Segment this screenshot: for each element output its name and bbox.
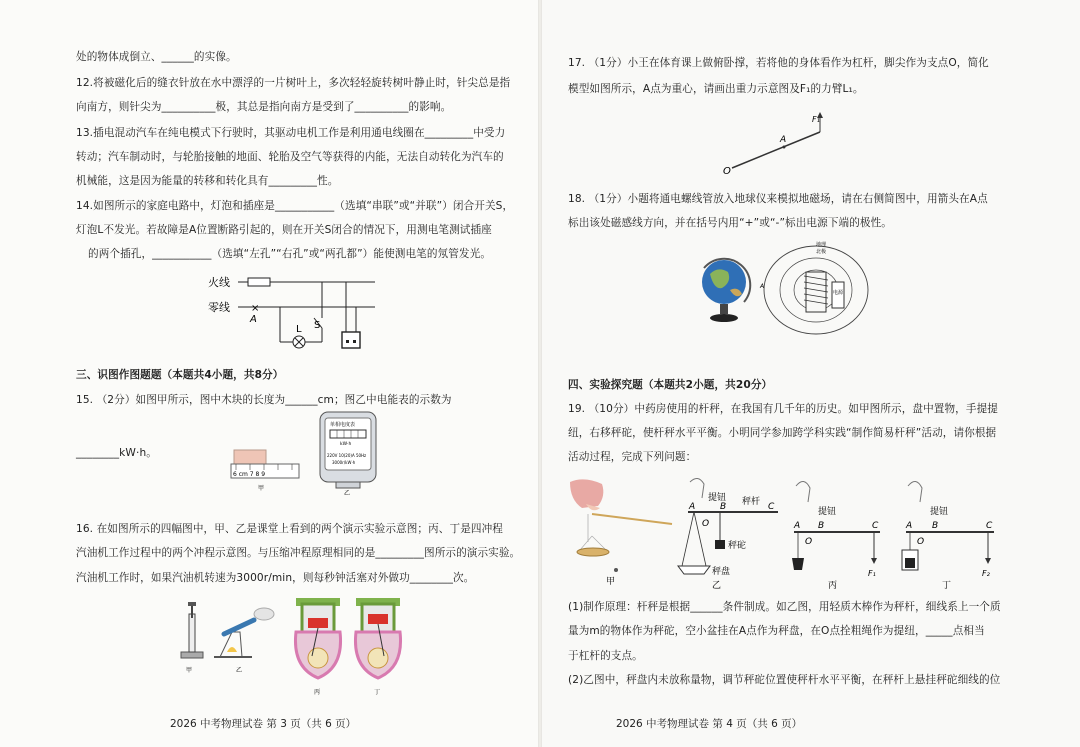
question-18: 18. （1分）小题将通电螺线管放入地球仪来模拟地磁场，请在右侧简图中，用箭头在A点 [568,193,988,205]
fig-yi-steelyard [678,478,778,591]
text-line: 的两个插孔，___________（选填“左孔”“右孔”或“两孔都”）能使测电笔的氖管发光。 [88,248,492,260]
lever-o-label: O [723,166,731,177]
power-label: 电源 [833,290,844,296]
caption-ding: 丁 [374,689,381,696]
section-4-heading: 四、实验探究题（本题共2小题，共20分） [568,379,773,391]
footer-page-4: 2026 中考物理试卷 第 4 页（共 6 页） [616,718,803,730]
fig-jia-air-piston [181,602,203,674]
caption-jia: 甲 [186,667,193,674]
label-b: B [818,521,825,531]
fig-bing-engine-stroke [295,598,340,696]
text-line: 活动过程，完成下列问题： [568,451,697,463]
question-12: 12.将被磁化后的缝衣针放在水中漂浮的一片树叶上，多次轻轻旋转树叶静止时，针尖总是指 [76,77,511,89]
electric-meter-figure [318,410,378,496]
fig-ding-engine-stroke [355,598,400,696]
text-line: 量为m的物体作为秤砣，空小盆挂在A点作为秤盘，在O点拴粗绳作为提纽，_____点相当 [568,625,985,637]
caption-yi: 乙 [236,667,243,674]
meter-spec-1: 220V 10(20)A 50Hz [327,453,367,458]
switch-label: S [314,320,321,331]
question-19-part-2: (2)乙图中，秤盘内未放称量物，调节秤砣位置使秤杆水平平衡，在秤杆上悬挂秤砣细线的位 [568,674,1001,686]
neutral-wire-label: 零线 [208,301,230,314]
chenggan-label: 秤杆 [742,497,761,507]
lever-f-label: F₁ [812,115,820,124]
chengtuo-label: 秤砣 [728,541,747,551]
label-f2: F₂ [982,569,990,578]
question-19-part-1: (1)制作原理：杆秤是根据______条件制成。如乙图，用轻质木棒作为秤杆，细线系上一个质 [568,601,1001,613]
q16-figures [172,592,404,700]
question-13: 13.插电混动汽车在纯电模式下行驶时，其驱动电机工作是利用通电线圈在_________中受力 [76,127,506,139]
steelyard-figures [562,474,1022,596]
globe-solenoid-figure [698,238,878,338]
lever-a-label: A [780,135,787,145]
fig-ding-steelyard [902,481,994,591]
label-f1: F₁ [868,569,876,578]
tiniu-label: 提钮 [930,507,949,517]
home-circuit-diagram [200,270,390,362]
text-line: 向南方，则针尖为__________极，其总是指向南方是受到了__________的影响。 [76,101,452,113]
text-line: 汽油机工作时，如果汽油机转速为3000r/min，则每秒钟活塞对外做功________次。 [76,572,475,584]
label-c: C [768,502,775,512]
meter-spec-2: 3000r/kW·h [332,460,356,465]
caption-yi: 乙 [712,581,722,591]
text-line: 转动；汽车制动时，与轮胎接触的地面、轮胎及空气等获得的内能，无法自动转化为汽车的 [76,151,504,163]
text-line: 汽油机工作过程中的两个冲程示意图。与压缩冲程原理相同的是_________图所示的演示实验。 [76,547,521,559]
label-c: C [986,521,993,531]
svg-text:×: × [251,303,260,314]
question-19: 19. （10分）中药房使用的杆秤，在我国有几千年的历史。如甲图所示，盘中置物，手提提 [568,403,998,415]
point-a-label: A [760,283,765,290]
fig-yi-test-tube [214,608,274,674]
question-14: 14.如图所示的家庭电路中，灯泡和插座是___________（选填“串联”或“并联”）闭合开关S， [76,200,514,212]
meter-caption: 乙 [344,490,351,496]
text-line: 机械能，这是因为能量的转移和转化具有_________性。 [76,175,339,187]
label-o: O [702,519,710,529]
question-17: 17. （1分）小王在体育课上做俯卧撑，若将他的身体看作为杠杆，脚尖作为支点O，简化 [568,57,989,69]
meter-unit: kW·h [340,442,352,447]
label-a: A [794,521,801,531]
fig-jia-steelyard-photo [570,479,672,587]
label-o: O [805,537,813,547]
meter-title: 单相电度表 [330,422,356,428]
lever-figure [720,110,840,180]
label-b: B [932,521,939,531]
point-a-label: A [250,314,257,325]
text-line: 纽，右移秤砣，使杆秤水平平衡。小明同学参加跨学科实践“制作简易杆秤”活动，请你根据 [568,427,997,439]
question-16: 16. 在如图所示的四幅图中，甲、乙是课堂上看到的两个演示实验示意图；丙、丁是四冲程 [76,523,503,535]
chengpan-label: 秤盘 [712,567,731,577]
label-o: O [917,537,925,547]
tiniu-label: 提钮 [818,507,837,517]
ruler-ticks: 6 cm 7 8 9 [233,471,266,478]
text-line: 处的物体成倒立、______的实像。 [76,51,237,63]
svg-text:北极: 北极 [816,249,827,255]
caption-bing: 丙 [314,689,321,696]
page-gutter [538,0,542,747]
caption-bing: 丙 [828,581,838,591]
question-15: 15. （2分）如图甲所示，图中木块的长度为______cm；图乙中电能表的示数为 [76,394,452,406]
text-line: 灯泡L不发光。若故障是A位置断路引起的，则在开关S闭合的情况下，用测电笔测试插座 [76,224,492,236]
fig-bing-steelyard [792,481,880,591]
section-3-heading: 三、识图作图题题（本题共4小题，共8分） [76,369,284,381]
label-a: A [906,521,913,531]
text-line: 标出该处磁感线方向，并在括号内用“+”或“-”标出电源下端的极性。 [568,217,892,229]
label-a: A [689,502,696,512]
label-b: B [720,502,727,512]
caption-jia: 甲 [606,577,616,587]
lamp-label: L [296,324,302,335]
text-line: 模型如图所示，A点为重心，请画出重力示意图及F₁的力臂L₁。 [568,83,864,95]
label-c: C [872,521,879,531]
ruler-caption: 甲 [258,485,265,492]
footer-page-3: 2026 中考物理试卷 第 3 页（共 6 页） [170,718,357,730]
north-label: 地理 [816,242,827,248]
text-line: ________kW·h。 [76,447,157,459]
tiniu-label: 提钮 [708,493,727,503]
live-wire-label: 火线 [208,276,230,289]
caption-ding: 丁 [942,581,952,591]
ruler-figure [230,448,302,494]
text-line: 于杠杆的支点。 [568,650,643,662]
